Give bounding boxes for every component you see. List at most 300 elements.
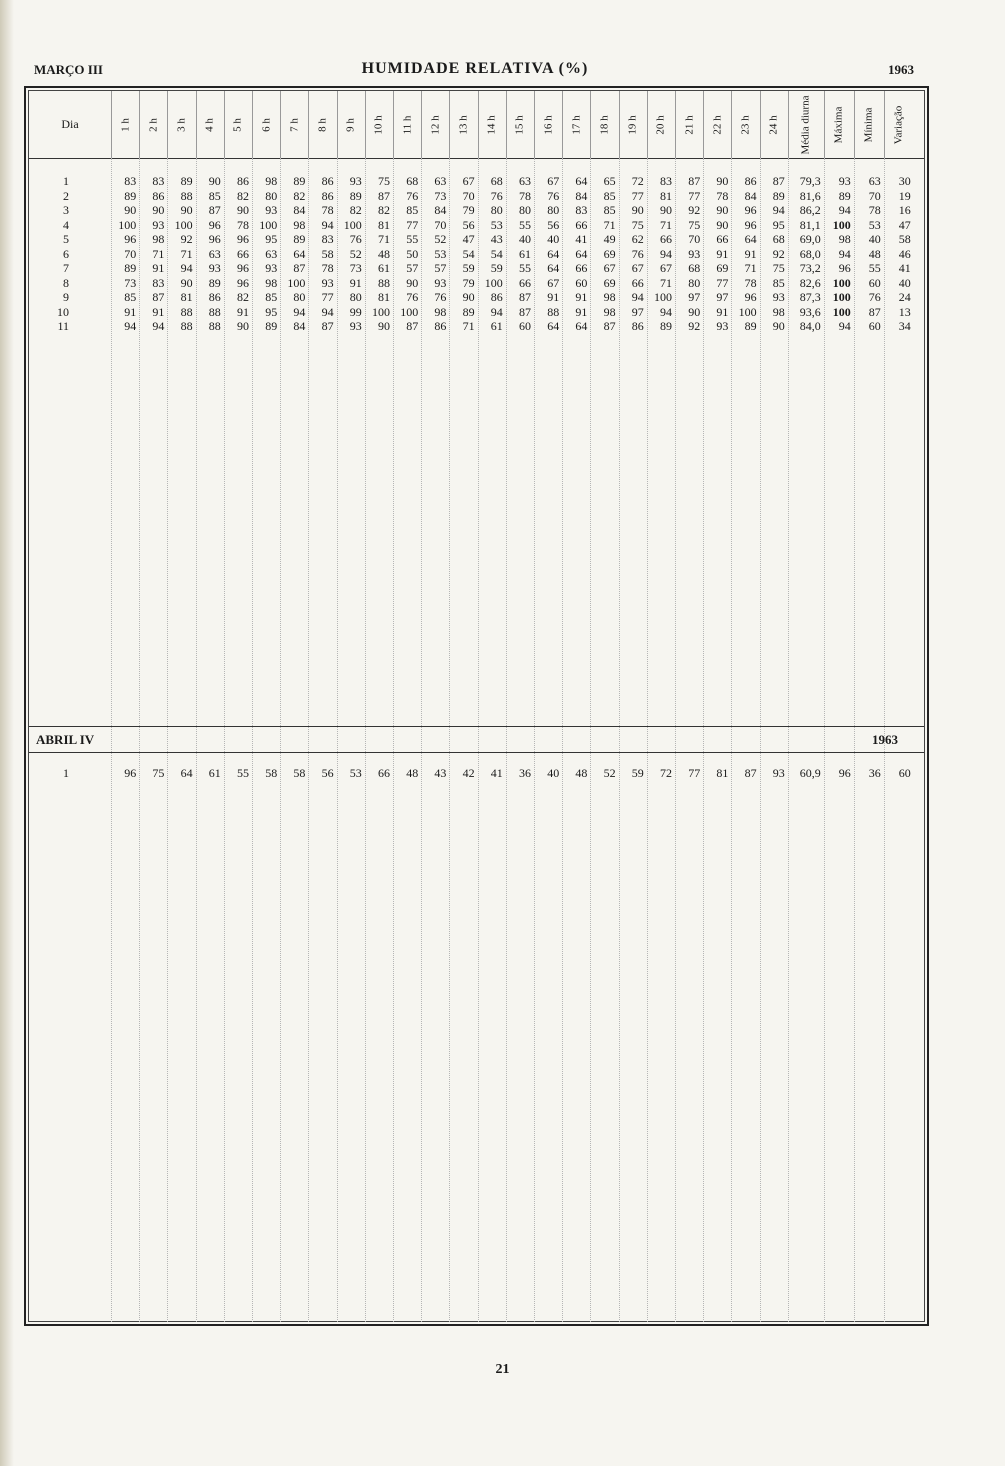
column-header-label: 2 h (147, 117, 160, 132)
column-header-label: 13 h (457, 114, 470, 135)
value-cell: 89 (349, 188, 362, 203)
value-cell: 40 (547, 232, 560, 246)
value-cell: 77 (321, 290, 334, 304)
value-cell: 92 (688, 203, 701, 217)
value-cell: 95 (772, 217, 785, 232)
value-cell: 83 (152, 174, 165, 188)
value-cell: 62 (631, 232, 644, 246)
value-cell: 94 (490, 304, 503, 319)
column-header-label: Máxima (832, 106, 845, 143)
value-cell: 65 (603, 174, 616, 188)
value-cell: 79,3 (799, 174, 821, 188)
value-cell: 49 (603, 232, 616, 246)
value-cell: 72 (659, 766, 672, 780)
value-cell: 52 (349, 246, 362, 261)
value-cell: 87 (293, 261, 306, 275)
value-cell: 85 (265, 290, 278, 304)
value-cell: 85 (603, 203, 616, 217)
value-cell: 100 (118, 217, 137, 232)
value-cell: 87 (603, 319, 616, 333)
value-cell: 80 (265, 188, 278, 203)
value-cell: 90 (631, 203, 644, 217)
value-cell: 42 (462, 766, 475, 780)
value-cell: 82 (377, 203, 390, 217)
value-cell: 91 (575, 290, 588, 304)
section-divider (29, 726, 924, 727)
value-cell: 58 (898, 232, 911, 246)
month-label: MARÇO III (34, 62, 103, 77)
value-cell: 85 (772, 275, 785, 290)
value-cell: 64 (547, 246, 560, 261)
value-cell: 80 (349, 290, 362, 304)
column-header (647, 91, 675, 158)
value-cell: 36 (518, 766, 531, 780)
value-cell: 66 (631, 275, 644, 290)
value-cell: 48 (377, 246, 390, 261)
value-cell: 92 (688, 319, 701, 333)
value-cell: 96 (124, 766, 137, 780)
column-header (884, 91, 914, 158)
value-cell: 83 (659, 174, 672, 188)
day-cell: 11 (57, 319, 69, 333)
value-cell: 91 (236, 304, 249, 319)
value-cell: 67 (659, 261, 672, 275)
value-cell: 67 (547, 174, 560, 188)
value-cell: 79 (462, 203, 475, 217)
value-cell: 82,6 (799, 275, 821, 290)
value-cell: 71 (462, 319, 475, 333)
value-cell: 43 (490, 232, 503, 246)
value-cell: 100 (400, 304, 419, 319)
value-cell: 64 (575, 174, 588, 188)
value-cell: 90 (124, 203, 137, 217)
value-cell: 58 (321, 246, 334, 261)
column-header-label: 21 h (683, 114, 696, 135)
column-header (506, 91, 534, 158)
column-header-row (29, 91, 924, 159)
column-header-label: 7 h (288, 117, 301, 132)
column-header-label: 23 h (739, 114, 752, 135)
value-cell: 53 (434, 246, 447, 261)
value-cell: 96 (744, 203, 757, 217)
value-cell: 97 (688, 290, 701, 304)
column-header-label: 12 h (429, 114, 442, 135)
value-cell: 94 (838, 203, 851, 217)
value-cell: 94 (321, 217, 334, 232)
column-header (824, 91, 854, 158)
value-cell: 72 (631, 174, 644, 188)
value-cell: 88 (180, 304, 193, 319)
value-cell: 90 (180, 275, 193, 290)
value-cell: 91 (349, 275, 362, 290)
value-cell: 64 (547, 261, 560, 275)
value-cell: 53 (868, 217, 881, 232)
value-cell: 81 (377, 217, 390, 232)
value-cell: 92 (772, 246, 785, 261)
value-cell: 71 (659, 275, 672, 290)
value-cell: 95 (265, 304, 278, 319)
value-cell: 94 (838, 319, 851, 333)
value-cell: 40 (868, 232, 881, 246)
value-cell: 87 (406, 319, 419, 333)
column-header-label: 24 h (767, 114, 780, 135)
value-cell: 77 (716, 275, 729, 290)
column-header (703, 91, 731, 158)
column-header-label: 4 h (203, 117, 216, 132)
abril-section-title: ABRIL IV (36, 732, 95, 747)
column-header (111, 91, 139, 158)
value-cell: 93 (772, 290, 785, 304)
table-row (29, 232, 924, 246)
value-cell: 100 (738, 304, 757, 319)
value-cell: 76 (349, 232, 362, 246)
value-cell: 40 (547, 766, 560, 780)
value-cell: 75 (688, 217, 701, 232)
value-cell: 93 (265, 261, 278, 275)
value-cell: 94 (180, 261, 193, 275)
value-cell: 96 (236, 232, 249, 246)
value-cell: 66 (575, 261, 588, 275)
value-cell: 93 (349, 174, 362, 188)
value-cell: 48 (868, 246, 881, 261)
value-cell: 96 (124, 232, 137, 246)
value-cell: 93 (772, 766, 785, 780)
page-title: HUMIDADE RELATIVA (%) (361, 60, 589, 77)
value-cell: 86 (744, 174, 757, 188)
value-cell: 90 (377, 319, 390, 333)
table-row (29, 261, 924, 275)
value-cell: 89 (293, 232, 306, 246)
value-cell: 98 (603, 304, 616, 319)
abril-section-year: 1963 (872, 732, 898, 747)
value-cell: 58 (293, 766, 306, 780)
table-row (29, 218, 924, 232)
value-cell: 60 (868, 275, 881, 290)
value-cell: 77 (631, 188, 644, 203)
value-cell: 68 (772, 232, 785, 246)
value-cell: 98 (434, 304, 447, 319)
value-cell: 88 (547, 304, 560, 319)
table-row (29, 276, 924, 290)
day-cell: 5 (63, 232, 69, 246)
value-cell: 88 (208, 304, 221, 319)
value-cell: 93 (434, 275, 447, 290)
column-header (731, 91, 759, 158)
value-cell: 89 (744, 319, 757, 333)
value-cell: 91 (716, 246, 729, 261)
value-cell: 98 (265, 275, 278, 290)
value-cell: 100 (653, 290, 672, 304)
value-cell: 89 (772, 188, 785, 203)
value-cell: 67 (547, 275, 560, 290)
value-cell: 87 (688, 174, 701, 188)
day-cell: 7 (63, 261, 69, 275)
value-cell: 55 (236, 766, 249, 780)
value-cell: 70 (434, 217, 447, 232)
value-cell: 63 (518, 174, 531, 188)
value-cell: 76 (434, 290, 447, 304)
value-cell: 82 (349, 203, 362, 217)
value-cell: 87 (518, 290, 531, 304)
value-cell: 54 (490, 246, 503, 261)
column-header-label: Variação (892, 105, 905, 144)
value-cell: 85 (208, 188, 221, 203)
day-cell: 1 (63, 766, 69, 780)
value-cell: 71 (152, 246, 165, 261)
value-cell: 93 (688, 246, 701, 261)
value-cell: 99 (349, 304, 362, 319)
table-row (29, 174, 924, 188)
value-cell: 93 (321, 275, 334, 290)
value-cell: 48 (575, 766, 588, 780)
value-cell: 89 (293, 174, 306, 188)
value-cell: 19 (898, 188, 911, 203)
value-cell: 59 (462, 261, 475, 275)
table-row (29, 189, 924, 203)
value-cell: 78 (321, 261, 334, 275)
value-cell: 30 (898, 174, 911, 188)
value-cell: 66 (377, 766, 390, 780)
column-header-label: 5 h (231, 117, 244, 132)
column-header-label: 6 h (260, 117, 273, 132)
column-header-label: 16 h (542, 114, 555, 135)
value-cell: 90 (772, 319, 785, 333)
value-cell: 84 (744, 188, 757, 203)
value-cell: 100 (484, 275, 503, 290)
column-header-label: 10 h (372, 114, 385, 135)
value-cell: 100 (174, 217, 193, 232)
year-label: 1963 (888, 62, 914, 77)
value-cell: 98 (603, 290, 616, 304)
value-cell: 90 (659, 203, 672, 217)
value-cell: 94 (152, 319, 165, 333)
column-header (421, 91, 449, 158)
column-header-label: 9 h (344, 117, 357, 132)
column-header (619, 91, 647, 158)
value-cell: 96 (838, 261, 851, 275)
value-cell: 71 (377, 232, 390, 246)
value-cell: 93 (838, 174, 851, 188)
value-cell: 87 (518, 304, 531, 319)
value-cell: 89 (124, 188, 137, 203)
value-cell: 77 (688, 766, 701, 780)
value-cell: 100 (832, 304, 851, 319)
value-cell: 40 (518, 232, 531, 246)
value-cell: 48 (406, 766, 419, 780)
column-header (675, 91, 703, 158)
value-cell: 68 (406, 174, 419, 188)
value-cell: 82 (293, 188, 306, 203)
value-cell: 90 (716, 217, 729, 232)
value-cell: 60 (575, 275, 588, 290)
value-cell: 66 (236, 246, 249, 261)
value-cell: 98 (152, 232, 165, 246)
column-header (308, 91, 336, 158)
value-cell: 63 (208, 246, 221, 261)
value-cell: 87 (868, 304, 881, 319)
value-cell: 78 (518, 188, 531, 203)
value-cell: 86 (236, 174, 249, 188)
value-cell: 78 (744, 275, 757, 290)
column-header (590, 91, 618, 158)
value-cell: 94 (838, 246, 851, 261)
table-row (29, 319, 924, 333)
value-cell: 100 (287, 275, 306, 290)
value-cell: 94 (659, 246, 672, 261)
value-cell: 78 (321, 203, 334, 217)
value-cell: 89 (265, 319, 278, 333)
value-cell: 84 (293, 319, 306, 333)
value-cell: 90 (236, 319, 249, 333)
value-cell: 75 (152, 766, 165, 780)
value-cell: 100 (832, 290, 851, 304)
column-header (224, 91, 252, 158)
value-cell: 91 (547, 290, 560, 304)
value-cell: 41 (898, 261, 911, 275)
value-cell: 83 (321, 232, 334, 246)
value-cell: 96 (744, 217, 757, 232)
value-cell: 53 (490, 217, 503, 232)
value-cell: 82 (236, 290, 249, 304)
value-cell: 88 (377, 275, 390, 290)
value-cell: 85 (124, 290, 137, 304)
day-cell: 4 (63, 217, 69, 232)
value-cell: 86,2 (799, 203, 821, 217)
value-cell: 13 (898, 304, 911, 319)
day-cell: 2 (63, 188, 69, 203)
value-cell: 80 (490, 203, 503, 217)
value-cell: 93 (152, 217, 165, 232)
day-cell: 8 (63, 275, 69, 290)
value-cell: 90 (688, 304, 701, 319)
value-cell: 50 (406, 246, 419, 261)
value-cell: 91 (744, 246, 757, 261)
value-cell: 96 (744, 290, 757, 304)
value-cell: 90 (208, 174, 221, 188)
column-header-label: 17 h (570, 114, 583, 135)
value-cell: 86 (208, 290, 221, 304)
value-cell: 70 (124, 246, 137, 261)
value-cell: 86 (152, 188, 165, 203)
value-cell: 61 (490, 319, 503, 333)
value-cell: 96 (236, 261, 249, 275)
column-header (478, 91, 506, 158)
value-cell: 91 (716, 304, 729, 319)
value-cell: 64 (293, 246, 306, 261)
value-cell: 87 (321, 319, 334, 333)
value-cell: 53 (349, 766, 362, 780)
column-header-label: 1 h (119, 117, 132, 132)
value-cell: 52 (434, 232, 447, 246)
value-cell: 71 (659, 217, 672, 232)
column-header-dia: Dia (61, 117, 79, 131)
value-cell: 83 (152, 275, 165, 290)
value-cell: 96 (838, 766, 851, 780)
value-cell: 87 (208, 203, 221, 217)
value-cell: 87,3 (799, 290, 821, 304)
value-cell: 78 (236, 217, 249, 232)
value-cell: 89 (124, 261, 137, 275)
value-cell: 66 (716, 232, 729, 246)
value-cell: 76 (868, 290, 881, 304)
table-row (29, 290, 924, 304)
value-cell: 80 (688, 275, 701, 290)
value-cell: 86 (490, 290, 503, 304)
value-cell: 68,0 (799, 246, 821, 261)
value-cell: 70 (688, 232, 701, 246)
column-header (393, 91, 421, 158)
value-cell: 64 (180, 766, 193, 780)
value-cell: 69 (716, 261, 729, 275)
value-cell: 91 (152, 261, 165, 275)
page-spine-shadow (0, 0, 14, 1466)
value-cell: 64 (744, 232, 757, 246)
column-header (252, 91, 280, 158)
value-cell: 100 (371, 304, 390, 319)
value-cell: 66 (518, 275, 531, 290)
column-header-label: 19 h (626, 114, 639, 135)
value-cell: 85 (603, 188, 616, 203)
value-cell: 60,9 (799, 766, 821, 780)
value-cell: 93,6 (799, 304, 821, 319)
value-cell: 73,2 (799, 261, 821, 275)
value-cell: 94 (293, 304, 306, 319)
value-cell: 16 (898, 203, 911, 217)
value-cell: 96 (208, 232, 221, 246)
running-header (30, 62, 920, 82)
value-cell: 89 (659, 319, 672, 333)
value-cell: 57 (406, 261, 419, 275)
value-cell: 69,0 (799, 232, 821, 246)
value-cell: 68 (490, 174, 503, 188)
day-cell: 1 (63, 174, 69, 188)
value-cell: 84,0 (799, 319, 821, 333)
value-cell: 64 (575, 319, 588, 333)
value-cell: 86 (631, 319, 644, 333)
value-cell: 66 (659, 232, 672, 246)
value-cell: 81 (377, 290, 390, 304)
value-cell: 96 (236, 275, 249, 290)
value-cell: 63 (868, 174, 881, 188)
value-cell: 94 (659, 304, 672, 319)
column-header-label: 18 h (598, 114, 611, 135)
value-cell: 55 (406, 232, 419, 246)
value-cell: 88 (180, 188, 193, 203)
value-cell: 82 (236, 188, 249, 203)
column-header-label: Média diurna (799, 95, 812, 154)
value-cell: 41 (490, 766, 503, 780)
value-cell: 87 (772, 174, 785, 188)
value-cell: 71 (603, 217, 616, 232)
value-cell: 47 (462, 232, 475, 246)
value-cell: 71 (180, 246, 193, 261)
value-cell: 86 (434, 319, 447, 333)
value-cell: 80 (293, 290, 306, 304)
value-cell: 97 (716, 290, 729, 304)
value-cell: 89 (208, 275, 221, 290)
value-cell: 61 (208, 766, 221, 780)
value-cell: 100 (259, 217, 278, 232)
value-cell: 73 (349, 261, 362, 275)
value-cell: 98 (293, 217, 306, 232)
day-cell: 3 (63, 203, 69, 217)
value-cell: 24 (898, 290, 911, 304)
value-cell: 54 (462, 246, 475, 261)
value-cell: 63 (265, 246, 278, 261)
value-cell: 34 (898, 319, 911, 333)
value-cell: 70 (462, 188, 475, 203)
value-cell: 55 (518, 217, 531, 232)
